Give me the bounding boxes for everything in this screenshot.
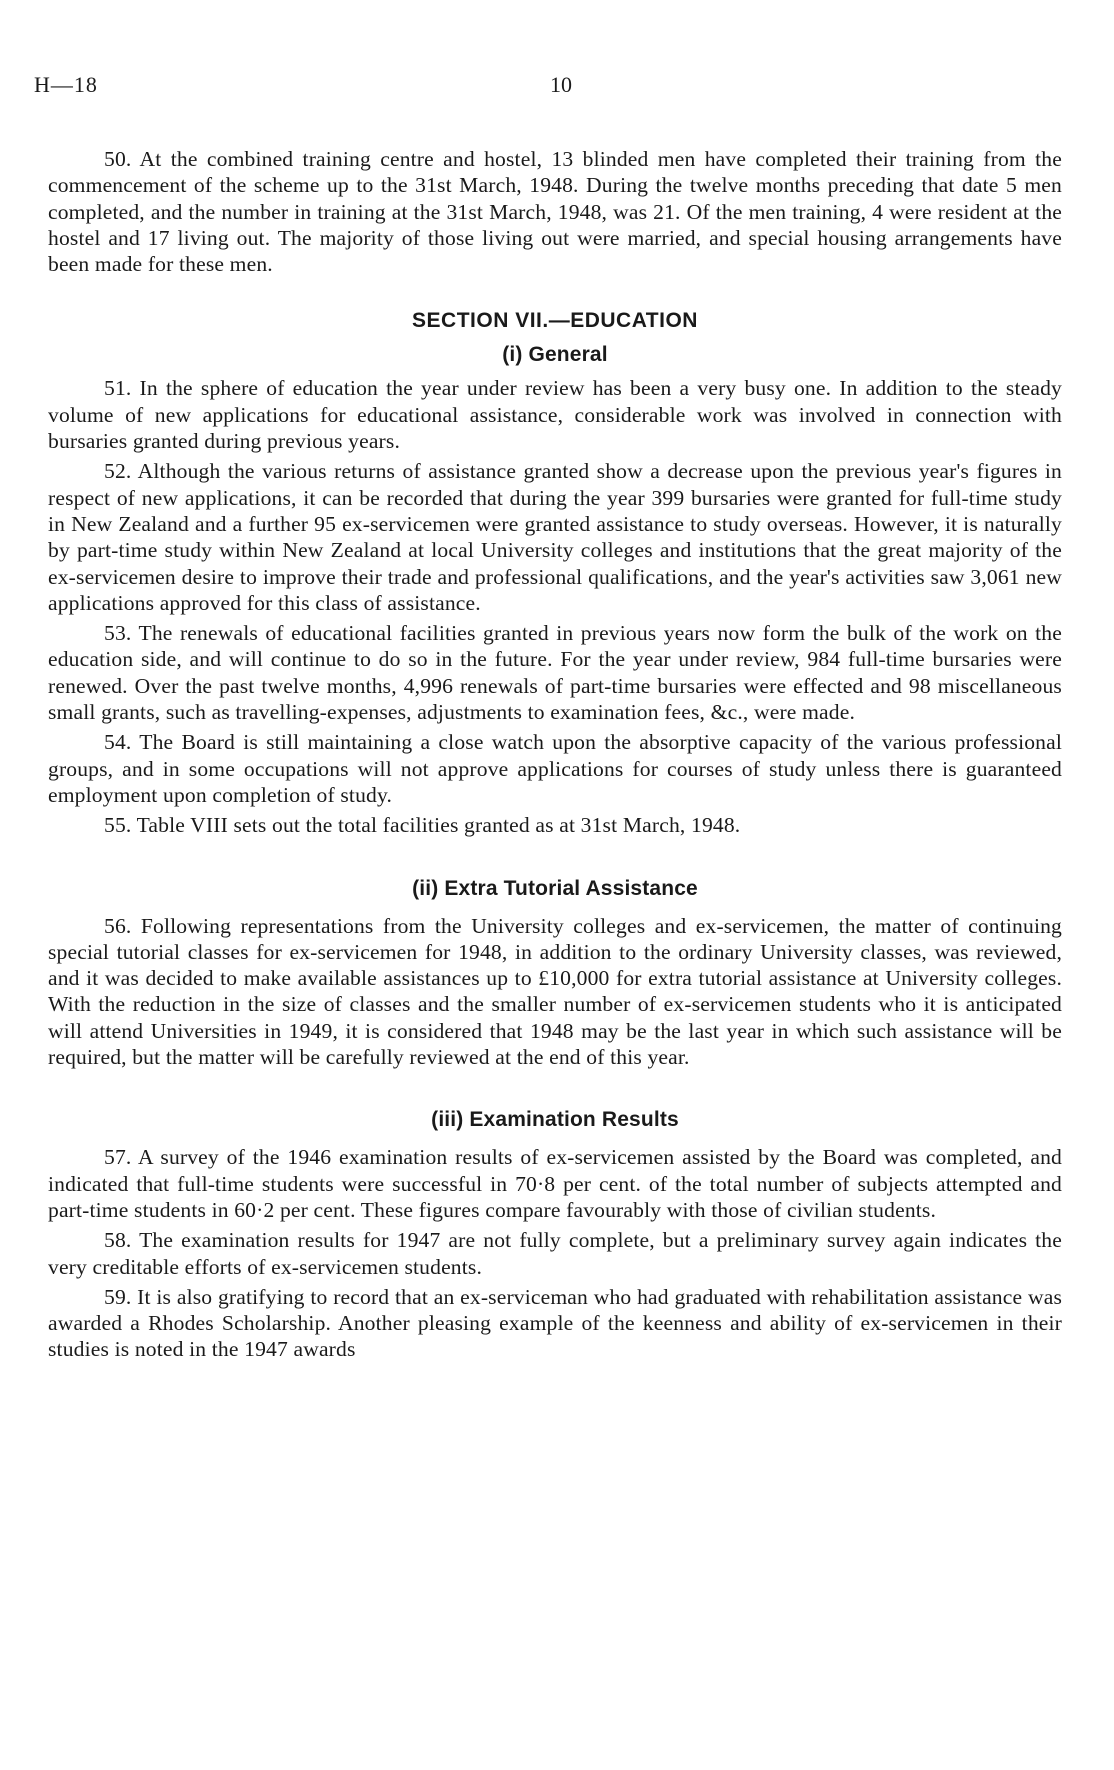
section-heading: SECTION VII.—EDUCATION: [412, 309, 698, 333]
document-body: [48, 146, 1062, 1367]
paragraph-57: 57. A survey of the 1946 examination results of ex-servicemen assisted by the Board was completed, and indicated that full-time students were successful in 70·8 per cent. of the total number of subjects attempted and part-time students in 60·2 per cent. These figures compare favourably with those of civilian students.: [48, 1145, 1062, 1222]
subheading-general: (i) General: [502, 343, 608, 367]
paragraph-55: 55. Table VIII sets out the total facilities granted as at 31st March, 1948.: [104, 813, 741, 838]
paragraph-51: 51. In the sphere of education the year under review has been a very busy one. In addition to the steady volume of new applications for educational assistance, considerable work was involved in connection with bursaries granted during previous years.: [48, 376, 1062, 454]
paragraph-53: 53. The renewals of educational facilities granted in previous years now form the bulk of the work on the education side, and will continue to do so in the future. For the year under review, 984 full-time bursaries were renewed. Over the past twelve months, 4,996 renewals of part-time bursaries were effected and 98 miscellaneous small grants, such as travelling-expenses, adjustments to examination fees, &c., were made.: [48, 621, 1062, 725]
paragraph-54: 54. The Board is still maintaining a close watch upon the absorptive capacity of the various professional groups, and in some occupations will not approve applications for courses of study unless there is guaranteed employment upon completion of study.: [48, 730, 1062, 807]
paragraph-58: 58. The examination results for 1947 are not fully complete, but a preliminary survey again indicates the very creditable efforts of ex-servicemen students.: [48, 1228, 1062, 1279]
paragraph-59: 59. It is also gratifying to record that an ex-serviceman who had graduated with rehabilitation assistance was awarded a Rhodes Scholarship. Another pleasing example of the keenness and ability of ex-servicemen in their studies is noted in the 1947 awards: [48, 1284, 1062, 1362]
page-number: 10: [550, 72, 572, 97]
subheading-extra-tutorial: (ii) Extra Tutorial Assistance: [412, 876, 698, 900]
subheading-examination-results: (iii) Examination Results: [431, 1108, 679, 1132]
running-head: H—18: [34, 72, 98, 97]
paragraph-56: 56. Following representations from the University colleges and ex-servicemen, the matter of continuing special tutorial classes for ex-servicemen for 1948, in addition to the ordinary University classes, was reviewed, and it was decided to make available assistances up to £10,000 for extra tutorial assistance at University colleges. With the reduction in the size of classes and the smaller number of ex-servicemen students who it is anticipated will attend Universities in 1949, it is considered that 1948 may be the last year in which such assistance will be required, but the matter will be carefully reviewed at the end of this year.: [48, 913, 1062, 1070]
paragraph-50: 50. At the combined training centre and hostel, 13 blinded men have completed their training from the commencement of the scheme up to the 31st March, 1948. During the twelve months preceding that date 5 men completed, and the number in training at the 31st March, 1948, was 21. Of the men training, 4 were resident at the hostel and 17 living out. The majority of those living out were married, and special housing arrangements have been made for these men.: [48, 147, 1062, 277]
paragraph-52: 52. Although the various returns of assistance granted show a decrease upon the previous year's figures in respect of new applications, it can be recorded that during the year 399 bursaries were granted for full-time study in New Zealand and a further 95 ex-servicemen were granted assistance to study overseas. However, it is naturally by part-time study within New Zealand at local University colleges and institutions that the great majority of the ex-servicemen desire to improve their trade and professional qualifications, and the year's activities saw 3,061 new applications approved for this class of assistance.: [48, 459, 1062, 615]
